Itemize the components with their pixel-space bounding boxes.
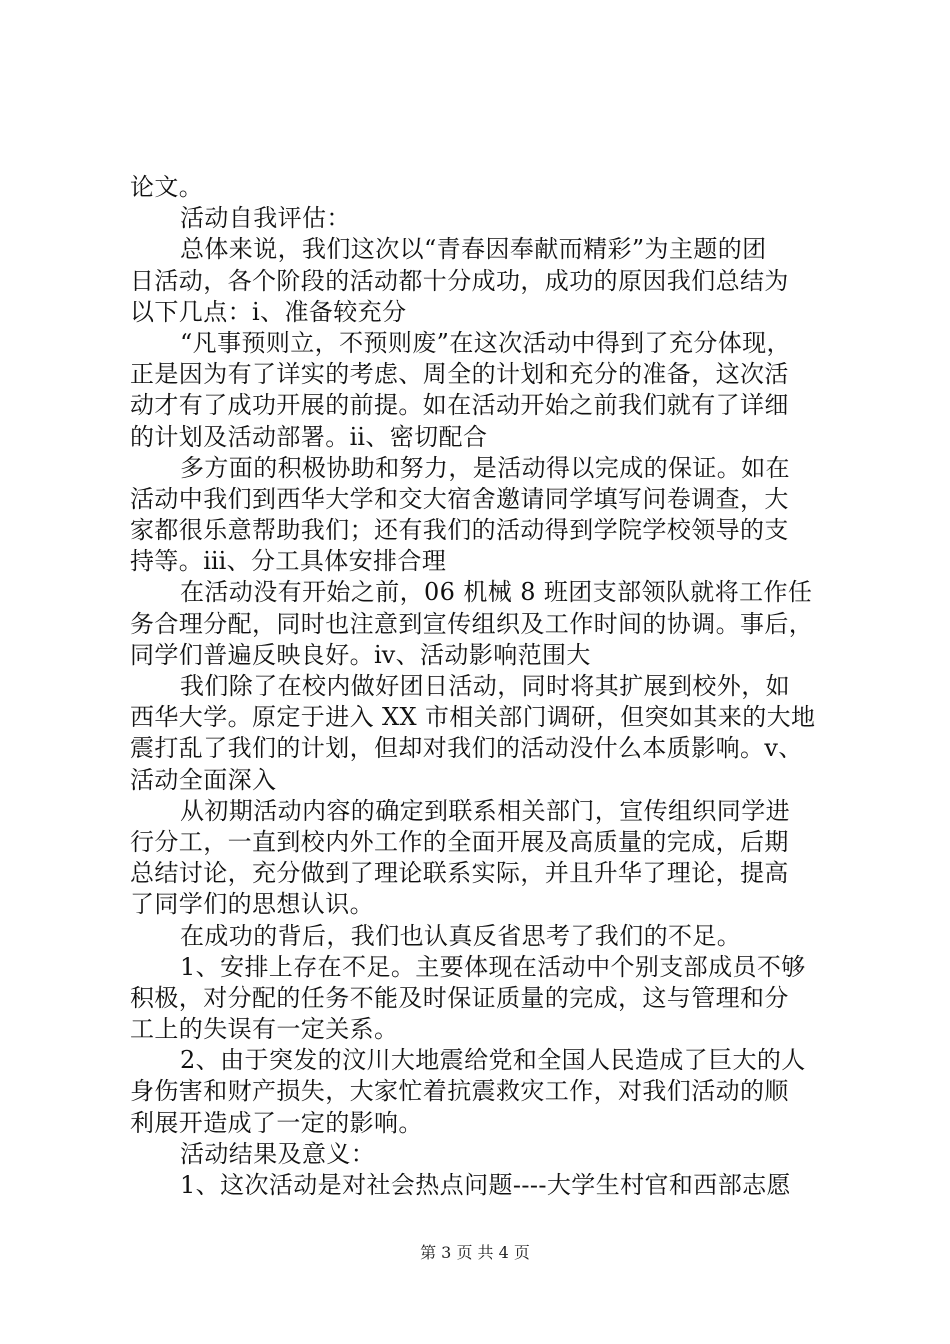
text-line: 身伤害和财产损失，大家忙着抗震救灾工作，对我们活动的顺 (130, 1077, 789, 1106)
text-line: 从初期活动内容的确定到联系相关部门，宣传组织同学进 (180, 796, 790, 825)
text-line: 家都很乐意帮助我们；还有我们的活动得到学院学校领导的支 (130, 516, 789, 545)
text-line: 的计划及活动部署。ⅱ、密切配合 (130, 422, 488, 451)
text-line: 利展开造成了一定的影响。 (130, 1108, 423, 1137)
text-line: 1、安排上存在不足。主要体现在活动中个别支部成员不够 (180, 952, 806, 981)
text-line: 务合理分配，同时也注意到宣传组织及工作时间的协调。事后， (130, 609, 814, 638)
text-line: 2、由于突发的汶川大地震给党和全国人民造成了巨大的人 (180, 1046, 806, 1075)
text-line: 以下几点：ⅰ、准备较充分 (130, 297, 407, 326)
text-line: 活动结果及意义： (180, 1139, 376, 1168)
text-line: 工上的失误有一定关系。 (130, 1015, 399, 1044)
page-footer: 第 3 页 共 4 页 (420, 1243, 530, 1262)
text-line: 行分工，一直到校内外工作的全面开展及高质量的完成，后期 (130, 827, 789, 856)
text-line: 正是因为有了详实的考虑、周全的计划和充分的准备，这次活 (130, 360, 789, 389)
text-line: 西华大学。原定于进入 XX 市相关部门调研，但突如其来的大地 (130, 703, 816, 732)
text-line: 在活动没有开始之前，06 机械 8 班团支部领队就将工作任 (180, 578, 813, 607)
text-line: 1、这次活动是对社会热点问题----大学生村官和西部志愿 (180, 1171, 791, 1199)
text-line: 我们除了在校内做好团日活动，同时将其扩展到校外，如 (180, 672, 790, 700)
text-line: 活动中我们到西华大学和交大宿舍邀请同学填写问卷调查，大 (130, 484, 789, 513)
text-line: 持等。ⅲ、分工具体安排合理 (130, 547, 447, 576)
text-line: 积极，对分配的任务不能及时保证质量的完成，这与管理和分 (130, 983, 789, 1012)
text-line: 动才有了成功开展的前提。如在活动开始之前我们就有了详细 (130, 391, 789, 420)
text-line: 活动自我评估： (180, 204, 351, 233)
text-line: 震打乱了我们的计划，但却对我们的活动没什么本质影响。ⅴ、 (130, 734, 803, 763)
document-body (130, 172, 830, 1201)
text-line: “凡事预则立，不预则废”在这次活动中得到了充分体现， (180, 328, 791, 357)
text-line: 同学们普遍反映良好。ⅳ、活动影响范围大 (130, 640, 591, 669)
text-line: 了同学们的思想认识。 (130, 890, 374, 919)
text-line: 总体来说，我们这次以“青春因奉献而精彩”为主题的团 (180, 235, 767, 264)
text-line: 在成功的背后，我们也认真反省思考了我们的不足。 (180, 921, 742, 950)
text-line: 论文。 (130, 173, 204, 201)
text-line: 活动全面深入 (130, 765, 277, 794)
text-line: 总结讨论，充分做到了理论联系实际，并且升华了理论，提高 (130, 859, 789, 888)
text-line: 日活动，各个阶段的活动都十分成功，成功的原因我们总结为 (130, 266, 789, 295)
text-line: 多方面的积极协助和努力，是活动得以完成的保证。如在 (180, 453, 790, 482)
